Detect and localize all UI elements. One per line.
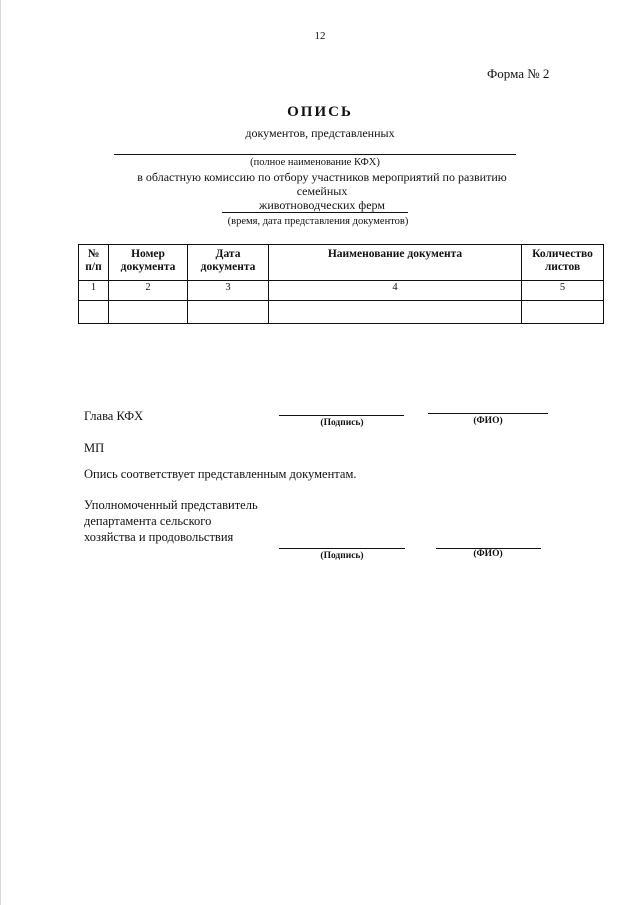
header-doc-number-line1: Номер — [131, 248, 165, 260]
empty-cell — [79, 301, 109, 324]
conformity-statement: Опись соответствует представленным документам. — [84, 467, 357, 481]
header-cell-doc-name — [269, 245, 522, 281]
kfh-head-name-line — [428, 413, 548, 414]
column-number-cell: 5 — [522, 281, 604, 301]
document-title: ОПИСЬ — [287, 104, 353, 120]
header-cell-sheet-count — [522, 245, 604, 281]
header-cell-number — [79, 245, 109, 281]
header-number-line2: п/п — [85, 261, 102, 273]
kfh-name-caption: (полное наименование КФХ) — [250, 157, 380, 168]
submission-time-caption: (время, дата представления документов) — [227, 216, 409, 227]
representative-signature-caption: (Подпись) — [320, 551, 364, 561]
kfh-name-line — [114, 154, 516, 155]
stamp-label: МП — [84, 441, 105, 455]
representative-line-2: департамента сельского — [84, 514, 212, 528]
table-row — [79, 301, 604, 324]
representative-title — [84, 497, 258, 545]
header-cell-doc-date — [188, 245, 269, 281]
column-number-cell: 2 — [109, 281, 188, 301]
form-label: Форма № 2 — [487, 66, 550, 81]
empty-cell — [109, 301, 188, 324]
kfh-head-signature-caption: (Подпись) — [320, 418, 364, 428]
header-sheet-count-line1: Количество — [532, 248, 593, 260]
header-doc-name-line1: Наименование документа — [327, 248, 463, 260]
documents-table — [78, 244, 604, 324]
empty-cell — [188, 301, 269, 324]
kfh-head-label: Глава КФХ — [84, 409, 144, 423]
header-doc-date-line1: Дата — [215, 248, 241, 260]
kfh-head-name-caption: (ФИО) — [473, 416, 503, 426]
header-sheet-count-line2: листов — [544, 261, 581, 273]
commission-line-1: в областную комиссию по отбору участников мероприятий по развитию семейных — [137, 170, 507, 198]
empty-cell — [269, 301, 522, 324]
document-subtitle: документов, представленных — [245, 126, 395, 140]
representative-name-caption: (ФИО) — [473, 549, 503, 559]
kfh-head-signature-line — [279, 415, 404, 416]
representative-line-1: Уполномоченный представитель — [84, 498, 258, 512]
representative-signature-line — [279, 548, 405, 549]
submission-time-line — [222, 212, 408, 213]
commission-text — [112, 170, 532, 212]
table-header-row — [79, 245, 604, 281]
column-number-cell: 4 — [269, 281, 522, 301]
header-cell-doc-number — [109, 245, 188, 281]
column-number-cell: 1 — [79, 281, 109, 301]
column-number-cell: 3 — [188, 281, 269, 301]
header-number-line1: № — [87, 248, 100, 260]
column-numbers-row — [79, 281, 604, 301]
empty-cell — [522, 301, 604, 324]
header-doc-date-line2: документа — [200, 261, 256, 273]
commission-line-2: животноводческих ферм — [259, 198, 385, 212]
representative-line-3: хозяйства и продовольствия — [84, 530, 234, 544]
page-number: 12 — [314, 30, 326, 42]
header-doc-number-line2: документа — [120, 261, 176, 273]
